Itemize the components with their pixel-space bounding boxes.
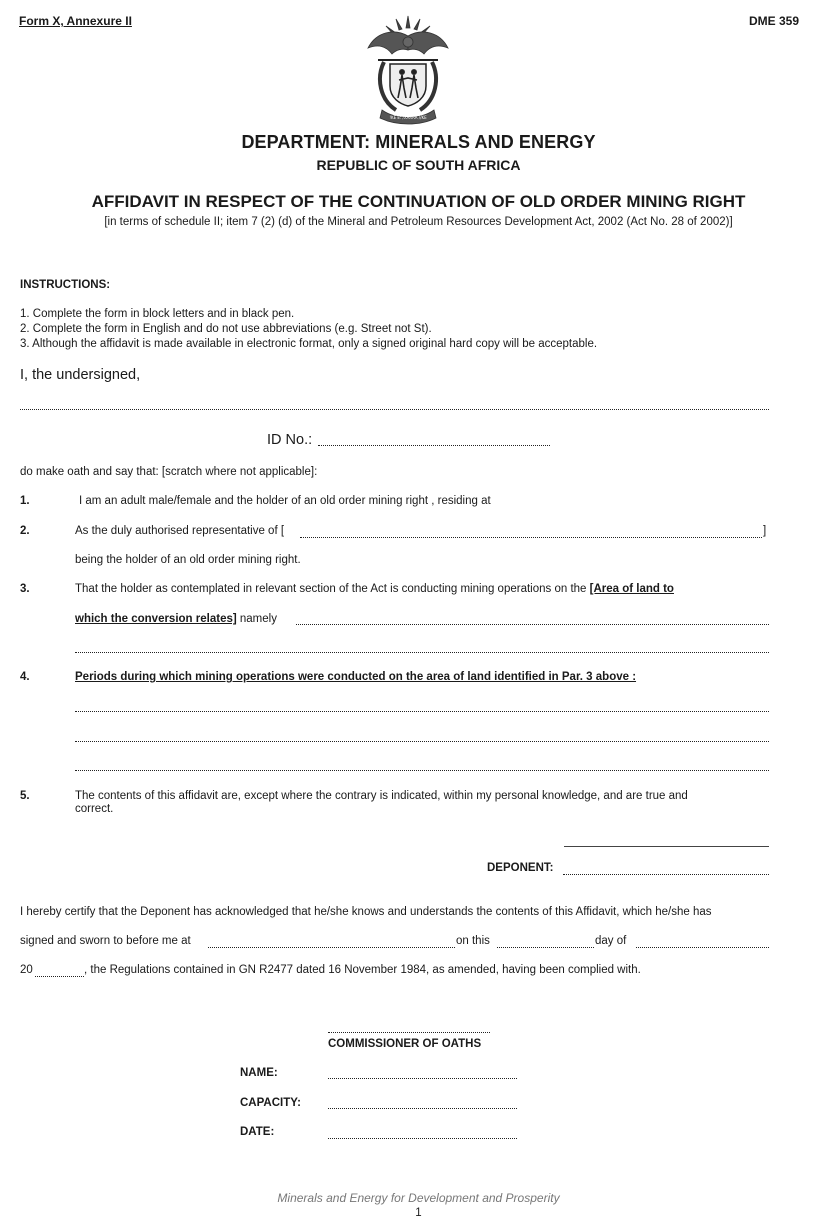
deponent-name-field[interactable] — [563, 874, 769, 875]
department-name: DEPARTMENT: MINERALS AND ENERGY — [241, 132, 596, 152]
form-code: DME 359 — [748, 14, 799, 28]
instruction-item: 1. Complete the form in block letters and in black pen. — [20, 308, 295, 320]
certify-line-3b: , the Regulations contained in GN R2477 dated 16 November 1984, as amended, having been complied with. — [84, 964, 641, 976]
paragraph-3-line2: which the conversion relates] namely — [75, 613, 277, 625]
paragraph-number: 4. — [20, 671, 30, 683]
instructions-heading: INSTRUCTIONS: — [20, 279, 111, 291]
page-title: AFFIDAVIT IN RESPECT OF THE CONTINUATION OF OLD ORDER MINING RIGHT — [91, 192, 746, 211]
undersigned-label: I, the undersigned, — [20, 367, 141, 383]
commissioner-title: COMMISSIONER OF OATHS — [328, 1038, 482, 1050]
certify-line-2c: day of — [595, 935, 627, 947]
page-number: 1 — [415, 1207, 422, 1219]
paragraph-number: 1. — [20, 495, 30, 507]
representative-of-field[interactable] — [300, 537, 762, 538]
paragraph-1-text: I am an adult male/female and the holder of an old order mining right , residing at — [79, 495, 491, 507]
crest-motto: !KE E: /XARRA //KE — [389, 115, 427, 120]
oath-intro: do make oath and say that: [scratch where not applicable]: — [20, 466, 318, 478]
footer-slogan: Minerals and Energy for Development and Prosperity — [277, 1191, 560, 1205]
instruction-item: 3. Although the affidavit is made available in electronic format, only a signed original hard copy will be acceptable. — [20, 338, 598, 350]
coat-of-arms-icon — [366, 14, 450, 126]
paragraph-3-text: That the holder as contemplated in relevant section of the Act is conducting mining operations on the [Area of land to — [75, 583, 674, 595]
paragraph-5-line2: correct. — [75, 803, 114, 815]
sworn-month-field[interactable] — [636, 947, 769, 948]
sworn-day-field[interactable] — [497, 947, 594, 948]
periods-field-1[interactable] — [75, 711, 769, 712]
paragraph-number: 2. — [20, 525, 30, 537]
deponent-signature-line[interactable] — [564, 846, 769, 847]
instruction-item: 2. Complete the form in English and do not use abbreviations (e.g. Street not St). — [20, 323, 432, 335]
deponent-label: DEPONENT: — [487, 862, 554, 874]
commissioner-signature-field[interactable] — [328, 1032, 490, 1033]
paragraph-2-text: As the duly authorised representative of [ — [75, 525, 285, 537]
id-number-label: ID No.: — [267, 432, 313, 448]
legal-reference: [in terms of schedule II; item 7 (2) (d) of the Mineral and Petroleum Resources Development Act, 2002 (Act No. 28 of 2002)] — [104, 216, 733, 228]
form-reference: Form X, Annexure II — [19, 14, 132, 28]
area-of-land-field-2[interactable] — [75, 652, 769, 653]
commissioner-date-field[interactable] — [328, 1138, 517, 1139]
paragraph-2-line2: being the holder of an old order mining right. — [75, 554, 301, 566]
commissioner-capacity-field[interactable] — [328, 1108, 517, 1109]
paragraph-5-text: The contents of this affidavit are, except where the contrary is indicated, within my personal knowledge, and are true and — [75, 790, 688, 802]
sworn-place-field[interactable] — [208, 947, 455, 948]
certify-line-2a: signed and sworn to before me at — [20, 935, 191, 947]
paragraph-number: 5. — [20, 790, 30, 802]
certify-line-1: I hereby certify that the Deponent has acknowledged that he/she knows and understands the contents of this Affidavit, which he/she has — [20, 906, 712, 918]
periods-field-2[interactable] — [75, 741, 769, 742]
area-of-land-field[interactable] — [296, 624, 769, 625]
paragraph-4-text: Periods during which mining operations were conducted on the area of land identified in Par. 3 above : — [75, 671, 637, 683]
paragraph-number: 3. — [20, 583, 30, 595]
sworn-year-field[interactable] — [35, 976, 84, 977]
commissioner-name-field[interactable] — [328, 1078, 517, 1079]
republic-name: REPUBLIC OF SOUTH AFRICA — [316, 157, 521, 173]
certify-line-2b: on this — [456, 935, 490, 947]
bracket-close: ] — [763, 525, 767, 537]
certify-line-3a: 20 — [20, 964, 33, 976]
date-label: DATE: — [240, 1126, 275, 1138]
id-number-field[interactable] — [318, 445, 550, 446]
name-label: NAME: — [240, 1067, 278, 1079]
periods-field-3[interactable] — [75, 770, 769, 771]
name-field[interactable] — [20, 409, 769, 410]
capacity-label: CAPACITY: — [240, 1097, 301, 1109]
